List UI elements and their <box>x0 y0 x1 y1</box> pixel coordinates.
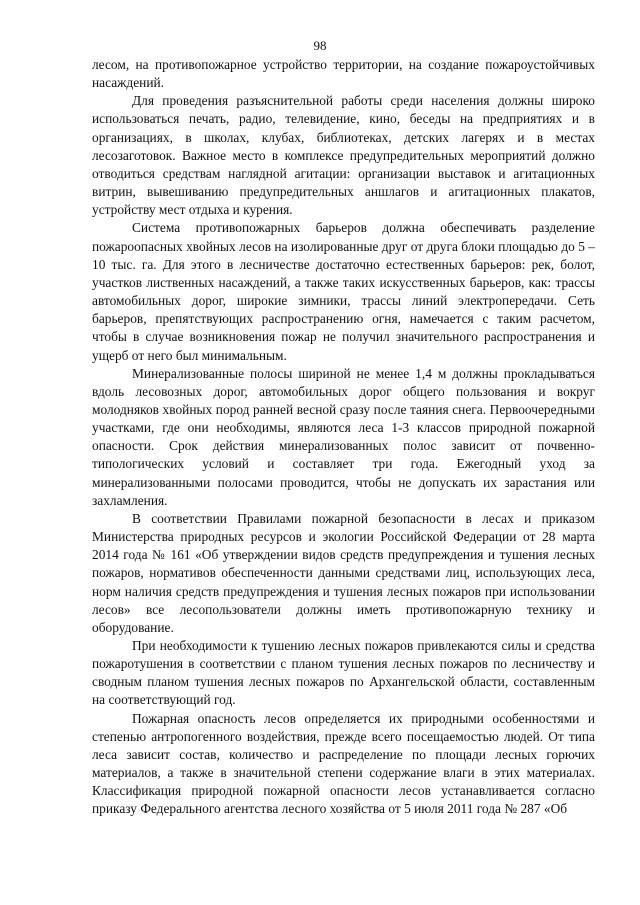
document-body <box>92 56 595 819</box>
paragraph-4: Минерализованные полосы шириной не менее 1,4 м должны прокладываться вдоль лесовозных дорог, автомобильных дорог общего пользования и вокруг молодняков хвойных пород ранней весной сразу после таяния снега. Первоочередными участками, где они необходимы, являются леса 1-3 классов природной пожарной опасности. Срок действия минерализованных полос зависит от почвенно-типологических условий и составляет три года. Ежегодный уход за минерализованными полосами проводится, чтобы не допускать их зарастания или захламления. <box>92 365 595 508</box>
page-number: 98 <box>313 38 327 53</box>
paragraph-6: При необходимости к тушению лесных пожаров привлекаются силы и средства пожаротушения в соответствии с планом тушения лесных пожаров по лесничеству и сводным планом тушения лесных пожаров по Архангельской области, составленным на соответствующий год. <box>92 638 595 708</box>
paragraph-7: Пожарная опасность лесов определяется их природными особенностями и степенью антропогенного воздействия, прежде всего посещаемостью людей. От типа леса зависит состав, количество и распределение по площади лесных горючих материалов, а также в значительной степени содержание влаги в этих материалах. Классификация природной пожарной опасности лесов устанавливается согласно приказу Федерального агентства лесного хозяйства от 5 июля 2011 года № 287 «Об <box>92 710 595 817</box>
paragraph-3: Система противопожарных барьеров должна обеспечивать разделение пожароопасных хвойных лесов на изолированные друг от друга блоки площадью до 5 – 10 тыс. га. Для этого в лесничестве достаточно естественных барьеров: рек, болот, участков лиственных насаждений, а также таких искусственных барьеров, как: трассы автомобильных дорог, широкие зимники, трассы линий электропередачи. Сеть барьеров, препятствующих распространению огня, намечается с таким расчетом, чтобы в случае возникновения пожар не получил значительного распространения и ущерб от него был минимальным. <box>92 220 595 363</box>
paragraph-1: лесом, на противопожарное устройство территории, на создание пожароустойчивых насаждений. <box>92 57 595 91</box>
paragraph-2: Для проведения разъяснительной работы среди населения должны широко использоваться печать, радио, телевидение, кино, беседы на предприятиях и в организациях, в школах, клубах, библиотеках, детских лагерях и в местах лесозаготовок. Важное место в комплексе предупредительных мероприятий должно отводиться средствам наглядной агитации: организации выставок и агитационных витрин, вывешиванию предупредительных аншлагов и агитационных плакатов, устройству мест отдыха и курения. <box>92 93 595 218</box>
paragraph-5: В соответствии Правилами пожарной безопасности в лесах и приказом Министерства природных ресурсов и экологии Российской Федерации от 28 марта 2014 года № 161 «Об утверждении видов средств предупреждения и тушения лесных пожаров, нормативов обеспеченности данными средствами лиц, использующих леса, норм наличия средств предупреждения и тушения лесных пожаров при использовании лесов» все лесопользователи должны иметь противопожарную технику и оборудование. <box>92 510 595 635</box>
